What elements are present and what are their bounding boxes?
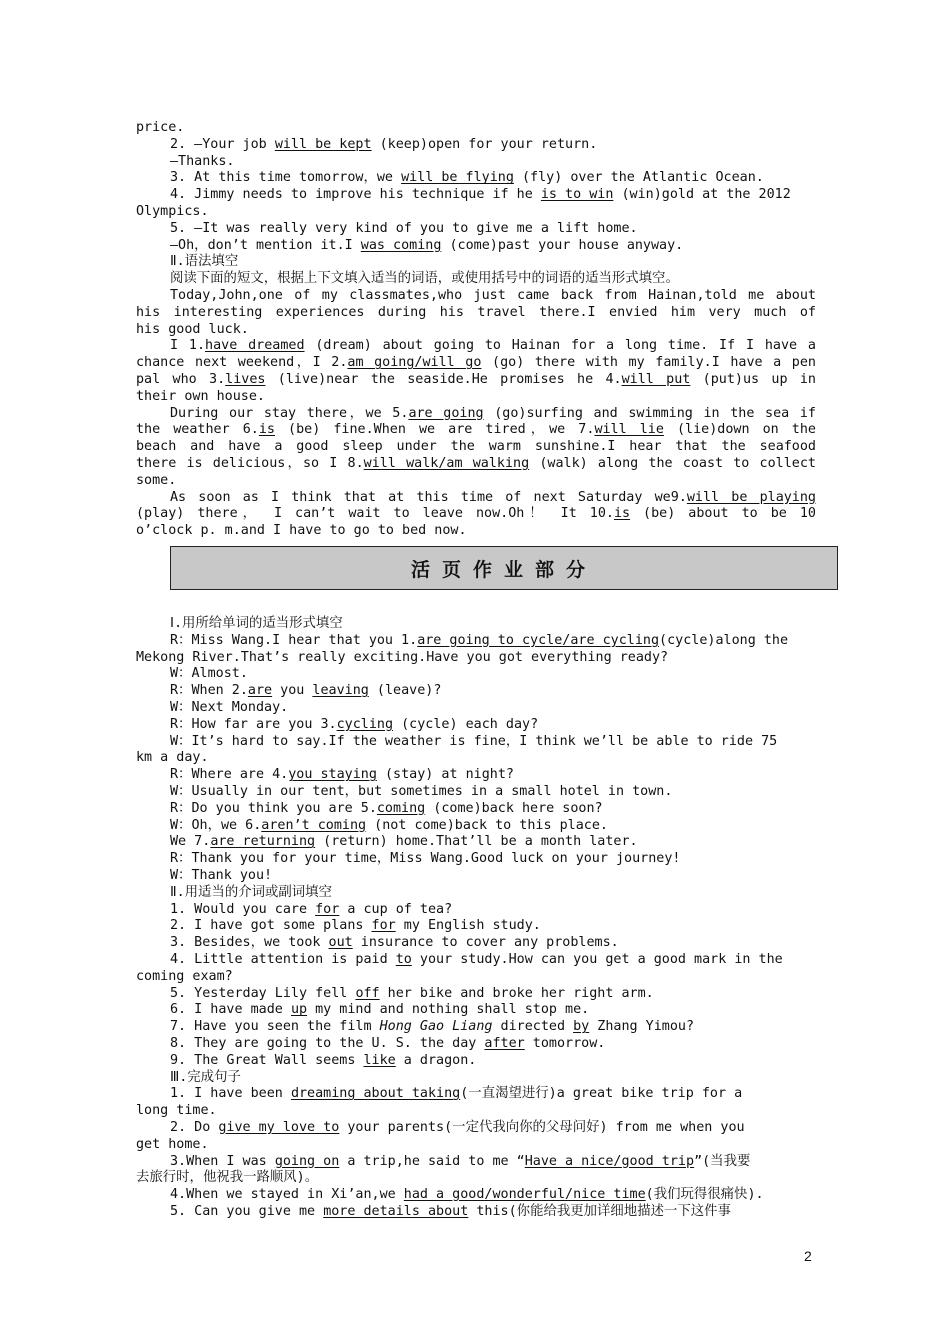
- answer: will be flying: [401, 170, 514, 186]
- dialogue-line: W：Thank you!: [170, 867, 273, 883]
- text-line: their own house.: [136, 388, 265, 404]
- section-heading: Ⅱ.语法填空: [170, 254, 239, 270]
- question-3: 3. At this time tomorrow，we will be flying (fly) over the Atlantic Ocean.: [170, 170, 764, 186]
- dialogue-line: R：When 2.are you leaving (leave)?: [170, 683, 442, 699]
- exercise-item: 1. I have been dreaming about taking(一直渴望进行)a great bike trip for a: [170, 1086, 743, 1102]
- section-heading: Ⅰ.用所给单词的适当形式填空: [170, 616, 343, 631]
- exercise-item: 5. Can you give me more details about this(你能给我更加详细地描述一下这件事: [170, 1203, 731, 1219]
- answer: you staying: [288, 767, 377, 783]
- text-line: some.: [136, 472, 177, 488]
- film-title: Hong Gao Liang: [379, 1019, 493, 1035]
- answer: for: [371, 918, 396, 934]
- answer: Have a nice/good trip: [524, 1153, 695, 1169]
- text-line: As soon as I think that at this time of next Saturday we9.will be playing: [170, 489, 816, 505]
- text-line: (play) there， I can’t wait to leave now.Oh！ It 10.is (be) about to be 10: [136, 506, 816, 522]
- text-line: Today,John,one of my classmates,who just came back from Hainan,told me about: [170, 287, 816, 303]
- answer: are: [247, 683, 273, 699]
- answer: by: [573, 1019, 590, 1035]
- answer: more details about: [323, 1203, 469, 1219]
- dialogue-line: W：Oh，we 6.aren’t coming (not come)back to this place.: [170, 817, 608, 833]
- dialogue-line: W：Almost.: [170, 666, 248, 682]
- answer: out: [328, 935, 353, 951]
- exercise-item: 6. I have made up my mind and nothing shall stop me.: [170, 1002, 590, 1018]
- answer: after: [484, 1035, 525, 1051]
- answer: had a good/wonderful/nice time: [403, 1187, 646, 1203]
- answer: is: [613, 506, 631, 522]
- text-line: beach and have a good sleep under the warm sunshine.I hear that the seafood: [136, 439, 816, 455]
- text-line: his good luck.: [136, 321, 249, 337]
- answer: will be playing: [686, 489, 816, 505]
- document-body: [136, 120, 816, 540]
- answer: for: [315, 901, 340, 917]
- text-line: the weather 6.is (be) fine.When we are tired，we 7.will lie (lie)down on the: [136, 422, 816, 438]
- answer: are going to cycle/are cycling: [417, 632, 660, 648]
- answer: will walk/am walking: [363, 455, 530, 471]
- text-line: long time.: [136, 1103, 217, 1119]
- answer: give my love to: [218, 1119, 340, 1135]
- page-number: 2: [804, 1248, 812, 1264]
- exercise-item: 2. Do give my love to your parents(一定代我向你的父母问好) from me when you: [170, 1119, 745, 1135]
- answer: have dreamed: [205, 338, 305, 354]
- dialogue-line: W：It’s hard to say.If the weather is fine，I think we’ll be able to ride 75: [170, 733, 778, 749]
- answer: going on: [274, 1153, 340, 1169]
- text-line: coming exam?: [136, 968, 233, 984]
- instructions: 阅读下面的短文，根据上下文填入适当的词语，或使用括号中的词语的适当形式填空。: [170, 271, 679, 287]
- exercise-item: 3.When I was going on a trip,he said to me “Have a nice/good trip”(当我要: [170, 1153, 751, 1169]
- answer: cycling: [336, 716, 394, 732]
- exercise-item: 1. Would you care for a cup of tea?: [170, 901, 453, 917]
- answer: am going/will go: [347, 355, 482, 371]
- dialogue-line: R：Thank you for your time，Miss Wang.Good luck on your journey!: [170, 851, 681, 867]
- answer: are going: [408, 405, 484, 421]
- answer: will be kept: [274, 136, 372, 152]
- text-line: get home.: [136, 1136, 209, 1152]
- dialogue-line: W：Next Monday.: [170, 699, 289, 715]
- text-line: o’clock p. m.and I have to go to bed now.: [136, 523, 467, 539]
- section-heading: Ⅲ.完成句子: [170, 1069, 241, 1085]
- text-line: I 1.have dreamed (dream) about going to Hainan for a long time. If I have a: [170, 338, 816, 354]
- dialogue-line: Mekong River.That’s really exciting.Have you got everything ready?: [136, 649, 669, 665]
- question-4: 4. Jimmy needs to improve his technique if he is to win (win)gold at the 2012: [170, 187, 791, 203]
- answer: to: [395, 951, 412, 967]
- section-heading: Ⅱ.用适当的介词或副词填空: [170, 884, 332, 900]
- dialogue-line: R：Do you think you are 5.coming (come)back here soon?: [170, 800, 603, 816]
- dialogue-line: W：Usually in our tent，but sometimes in a small hotel in town.: [170, 783, 673, 799]
- exercise-item: 8. They are going to the U. S. the day after tomorrow.: [170, 1035, 606, 1051]
- dialogue-line: We 7.are returning (return) home.That’ll be a month later.: [170, 834, 638, 850]
- exercise-item: 7. Have you seen the film Hong Gao Liang directed by Zhang Yimou?: [170, 1019, 695, 1035]
- homework-body: [136, 616, 816, 1221]
- text-line: there is delicious，so I 8.will walk/am walking (walk) along the coast to collect: [136, 455, 816, 471]
- answer: like: [363, 1052, 396, 1068]
- exercise-item: 4. Little attention is paid to your study.How can you get a good mark in the: [170, 951, 783, 967]
- text-line: —Thanks.: [170, 153, 235, 169]
- text-line: During our stay there，we 5.are going (go)surfing and swimming in the sea if: [170, 405, 816, 421]
- answer: will lie: [594, 422, 664, 438]
- text-line: price.: [136, 120, 185, 135]
- text-line: Olympics.: [136, 203, 209, 219]
- answer: lives: [225, 371, 266, 387]
- answer: up: [290, 1002, 308, 1018]
- dialogue-line: R：Where are 4.you staying (stay) at night?: [170, 767, 514, 783]
- text-line: chance next weekend，I 2.am going/will go (go) there with my family.I have a pen: [136, 355, 816, 371]
- answer: leaving: [312, 683, 369, 699]
- text-line: 去旅行时，他祝我一路顺风)。: [136, 1170, 319, 1186]
- dialogue-line: km a day.: [136, 750, 209, 766]
- dialogue-line: R：How far are you 3.cycling (cycle) each day?: [170, 716, 539, 732]
- exercise-item: 9. The Great Wall seems like a dragon.: [170, 1052, 477, 1068]
- exercise-item: 2. I have got some plans for my English study.: [170, 918, 541, 934]
- question-5: 5. —It was really very kind of you to give me a lift home.: [170, 220, 638, 236]
- answer: coming: [376, 800, 426, 816]
- exercise-item: 4.When we stayed in Xi’an,we had a good/wonderful/nice time(我们玩得很痛快).: [170, 1187, 764, 1203]
- banner-title: 活页作业部分: [410, 558, 597, 581]
- answer: will put: [621, 371, 691, 387]
- answer: are returning: [210, 834, 316, 850]
- text-line: his interesting experiences during his travel there.I envied him very much of: [136, 304, 816, 320]
- exercise-item: 3. Besides，we took out insurance to cover any problems.: [170, 935, 619, 951]
- text-line: —Oh，don’t mention it.I was coming (come)past your house anyway.: [170, 237, 684, 253]
- answer: was coming: [360, 237, 442, 253]
- text-line: pal who 3.lives (live)near the seaside.He promises he 4.will put (put)us up in: [136, 371, 816, 387]
- question-2: 2. —Your job will be kept (keep)open for your return.: [170, 136, 598, 152]
- homework-banner: [170, 546, 838, 590]
- answer: off: [355, 985, 380, 1001]
- answer: is to win: [540, 187, 614, 203]
- answer: is: [258, 422, 275, 438]
- dialogue-line: R：Miss Wang.I hear that you 1.are going to cycle/are cycling(cycle)along the: [170, 632, 789, 648]
- answer: aren’t coming: [261, 817, 367, 833]
- exercise-item: 5. Yesterday Lily fell off her bike and broke her right arm.: [170, 985, 654, 1001]
- answer: dreaming about taking: [290, 1086, 461, 1102]
